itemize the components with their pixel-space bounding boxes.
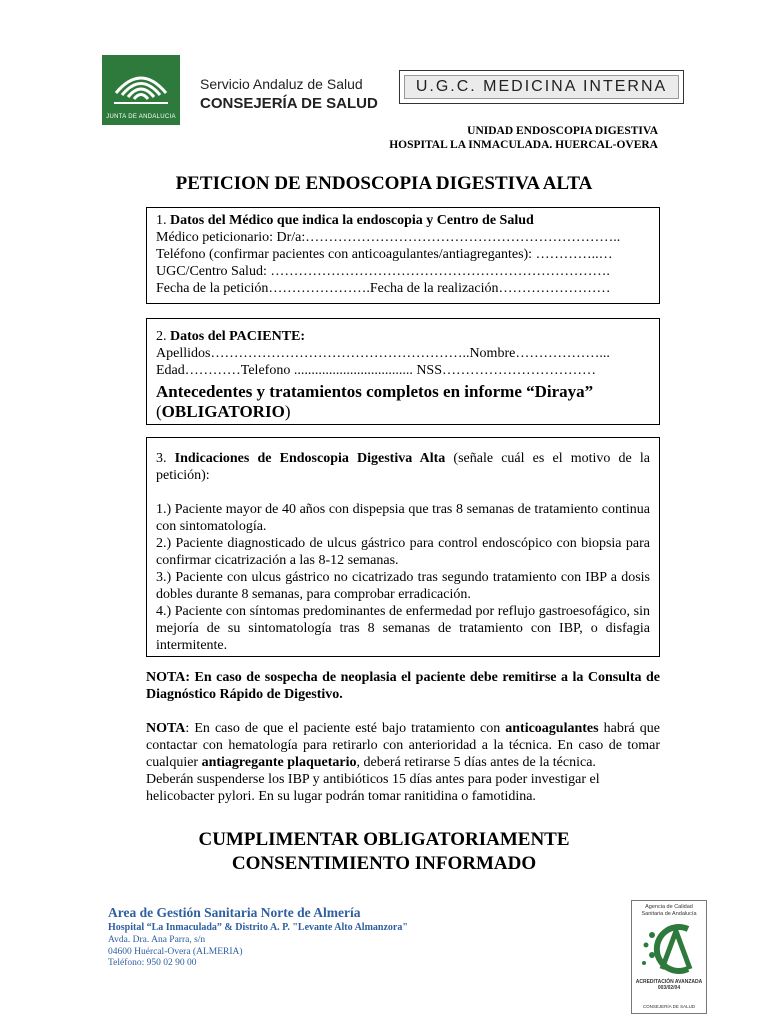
diraya-notice: Antecedentes y tratamientos completos en informe “Diraya” — [156, 382, 594, 401]
junta-andalucia-emblem — [102, 55, 180, 125]
notes-block — [146, 669, 660, 805]
obligatory-label — [156, 402, 650, 422]
section-heading — [156, 328, 650, 345]
form-line-ugc[interactable]: UGC/Centro Salud: ………………………………………………………………. — [156, 264, 610, 279]
logo-subtitle: JUNTA DE ANDALUCIA — [106, 114, 176, 120]
hospital-name: HOSPITAL LA INMACULADA. HUERCAL-OVERA — [389, 139, 658, 151]
accreditation-agency-line-2: Sanitaria de Andalucía — [641, 911, 697, 917]
form-line-age-phone[interactable]: Edad…………Telefono .................................. NSS…………………………… — [156, 363, 597, 378]
section-heading — [156, 212, 650, 229]
unit-header — [389, 124, 658, 152]
note-label: NOTA — [146, 721, 186, 736]
section-indications — [146, 437, 660, 657]
section-patient-data — [146, 318, 660, 425]
page-title: PETICION DE ENDOSCOPIA DIGESTIVA ALTA — [175, 173, 593, 194]
indication-item-1[interactable]: 1.) Paciente mayor de 40 años con dispepsia que tras 8 semanas de tratamiento continua con sintomatología. — [156, 502, 650, 534]
paren-open: ( — [156, 402, 162, 421]
accreditation-agency — [634, 904, 704, 918]
logo-line-1: Servicio Andaluz de Salud — [200, 76, 363, 92]
accreditation-code: 003/02/04 — [657, 985, 681, 991]
accreditation-badge — [631, 900, 707, 1014]
section-number: 1. — [156, 213, 170, 228]
form-line-name[interactable]: Apellidos………………………………………………..Nombre………………... — [156, 346, 610, 361]
accreditation-agency-line-1: Agencia de Calidad — [645, 904, 693, 910]
accreditation-bottom: CONSEJERÍA DE SALUD — [642, 1004, 696, 1009]
note-neoplasia: NOTA: En caso de sospecha de neoplasia el paciente debe remitirse a la Consulta de Diagnóstico Rápido de Digestivo. — [146, 670, 660, 702]
ugc-title: U.G.C. MEDICINA INTERNA — [404, 75, 679, 99]
section-heading-text: Datos del PACIENTE: — [170, 329, 306, 344]
footer-phone: Teléfono: 950 02 90 00 — [108, 958, 197, 968]
consent-line-1: CUMPLIMENTAR OBLIGATORIAMENTE — [198, 829, 570, 850]
sas-logo — [102, 55, 378, 125]
form-line-doctor[interactable]: Médico peticionario: Dr/a:………………………………………………………….. — [156, 230, 621, 245]
accreditation-level-text: ACREDITACIÓN AVANZADA — [635, 979, 703, 985]
note-ibp: Deberán suspenderse los IBP y antibióticos 15 días antes para poder investigar el helicobacter pylori. En su lugar podrán tomar ranitidina o famotidina. — [146, 772, 600, 804]
note-text-2: habrá que contactar con hematología para retirarlo con anterioridad a la técnica. En caso de tomar cualquier — [146, 721, 660, 770]
footer-area: Area de Gestión Sanitaria Norte de Almería — [108, 905, 361, 920]
section-heading-text: Indicaciones de Endoscopia Digestiva Alta — [174, 451, 446, 466]
unit-name: UNIDAD ENDOSCOPIA DIGESTIVA — [467, 125, 658, 137]
section-heading-tail: (señale cuál es el motivo de la petición): — [156, 451, 651, 483]
footer-address-1: Avda. Dra. Ana Parra, s/n — [108, 935, 206, 945]
section-doctor-data — [146, 207, 660, 304]
section-heading-text: Datos del Médico que indica la endoscopia y Centro de Salud — [170, 213, 534, 228]
footer-hospital: Hospital “La Inmaculada” & Distrito A. P. "Levante Alto Almanzora" — [108, 922, 408, 933]
note-bold-1: anticoagulantes — [505, 721, 599, 736]
note-text-3: , deberá retirarse 5 días antes de la técnica. — [356, 755, 596, 770]
section-heading — [156, 450, 650, 484]
indication-item-2[interactable]: 2.) Paciente diagnosticado de ulcus gástrico para control endoscópico con biopsia para confirmar cicatrización a las 8-12 semanas. — [156, 536, 650, 568]
form-line-phone[interactable]: Teléfono (confirmar pacientes con anticoagulantes/antiagregantes): …………..… — [156, 247, 613, 262]
consent-notice — [0, 828, 768, 876]
paren-close: ) — [284, 402, 291, 421]
form-line-dates[interactable]: Fecha de la petición………………….Fecha de la realización…………………… — [156, 281, 611, 296]
indication-item-3[interactable]: 3.) Paciente con ulcus gástrico no cicatrizado tras segundo tratamiento con IBP a dosis dobles durante 8 semanas, para comprobar erradicación. — [156, 570, 650, 602]
section-number: 2. — [156, 329, 170, 344]
accreditation-logo-icon — [638, 921, 702, 977]
consent-line-2: CONSENTIMIENTO INFORMADO — [231, 853, 537, 874]
obligatory-text: OBLIGATORIO — [161, 402, 285, 421]
footer-address — [108, 935, 243, 970]
ugc-header-box — [399, 70, 684, 104]
note-anticoagulants — [146, 720, 660, 771]
accreditation-level — [634, 979, 704, 991]
footer-address-2: 04600 Huércal-Overa (ALMERIA) — [108, 946, 243, 957]
indication-item-4[interactable]: 4.) Paciente con síntomas predominantes de enfermedad por reflujo gastroesofágico, sin mejoría de su sintomatología tras 8 semanas de tratamiento con IBP, o disfagia intermitente. — [156, 604, 650, 653]
logo-line-2: CONSEJERÍA DE SALUD — [200, 95, 378, 112]
section-number: 3. — [156, 451, 175, 466]
note-bold-2: antiagregante plaquetario — [201, 755, 357, 770]
note-text-1: : En caso de que el paciente esté bajo tratamiento con — [185, 721, 506, 736]
